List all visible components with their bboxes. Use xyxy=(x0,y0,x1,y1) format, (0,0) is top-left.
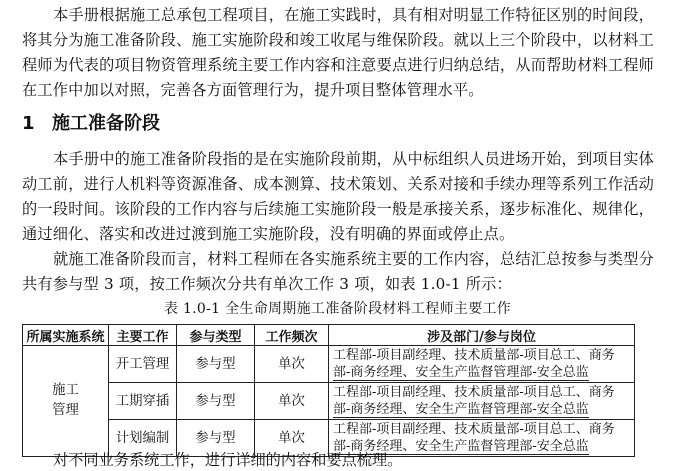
table-row xyxy=(23,346,635,383)
departments-line-1: 工程部-项目副经理、技术质量部-项目总工、商务 xyxy=(333,422,615,437)
closing-paragraph: 对不同业务系统工作，进行详细的内容和要点梳理。 xyxy=(53,451,403,469)
departments-cell xyxy=(329,383,635,420)
departments-line-1: 工程部-项目副经理、技术质量部-项目总工、商务 xyxy=(333,385,615,400)
work-cell: 工期穿插 xyxy=(109,383,177,420)
frequency-cell: 单次 xyxy=(255,346,329,383)
body-paragraph-summary: 就施工准备阶段而言，材料工程师在各实施系统主要的工作内容，总结汇总按参与类型分共有参与型 3 项，按工作频次分共有单次工作 3 项，如表 1.0-1 所示： xyxy=(22,250,654,293)
system-cell: 施工 管理 xyxy=(23,346,109,457)
departments-line-2: 部-商务经理、安全生产监督管理部-安全总监 xyxy=(333,365,589,380)
header-system: 所属实施系统 xyxy=(23,325,109,346)
frequency-cell: 单次 xyxy=(255,383,329,420)
departments-line-1: 工程部-项目副经理、技术质量部-项目总工、商务 xyxy=(333,348,615,363)
departments-cell xyxy=(329,346,635,383)
header-type: 参与类型 xyxy=(177,325,255,346)
header-departments: 涉及部门/参与岗位 xyxy=(329,325,635,346)
header-frequency: 工作频次 xyxy=(255,325,329,346)
section-heading xyxy=(22,111,160,137)
frequency-cell: 单次 xyxy=(255,420,329,457)
table-header-row xyxy=(23,325,635,346)
type-cell: 参与型 xyxy=(177,346,255,383)
section-title: 施工准备阶段 xyxy=(52,113,160,134)
work-cell: 计划编制 xyxy=(109,420,177,457)
departments-line-2: 部-商务经理、安全生产监督管理部-安全总监 xyxy=(333,439,589,454)
table-row xyxy=(23,383,635,420)
header-work: 主要工作 xyxy=(109,325,177,346)
type-cell: 参与型 xyxy=(177,383,255,420)
type-cell: 参与型 xyxy=(177,420,255,457)
work-cell: 开工管理 xyxy=(109,346,177,383)
body-paragraph-definition: 本手册中的施工准备阶段指的是在实施阶段前期，从中标组织人员进场开始，到项目实体动工前，进行人机料等资源准备、成本测算、技术策划、关系对接和手续办理等系列工作活动的一段时间。该阶段的工作内容与后续施工实施阶段一般是承接关系，逐步标准化、规律化，通过细化、落实和改进过渡到施工实施阶段，没有明确的界面或停止点。 xyxy=(22,150,654,243)
departments-line-2: 部-商务经理、安全生产监督管理部-安全总监 xyxy=(333,402,589,417)
section-number: 1 xyxy=(22,113,35,134)
work-table xyxy=(22,324,635,457)
intro-paragraph: 本手册根据施工总承包工程项目，在施工实践时，具有相对明显工作特征区别的时间段，将其分为施工准备阶段、施工实施阶段和竣工收尾与维保阶段。就以上三个阶段中，以材料工程师为代表的项目物资管理系统主要工作内容和注意要点进行归纳总结，从而帮助材料工程师在工作中加以对照，完善各方面管理行为，提升项目整体管理水平。 xyxy=(22,6,654,99)
table-caption: 表 1.0-1 全生命周期施工准备阶段材料工程师主要工作 xyxy=(163,301,512,317)
